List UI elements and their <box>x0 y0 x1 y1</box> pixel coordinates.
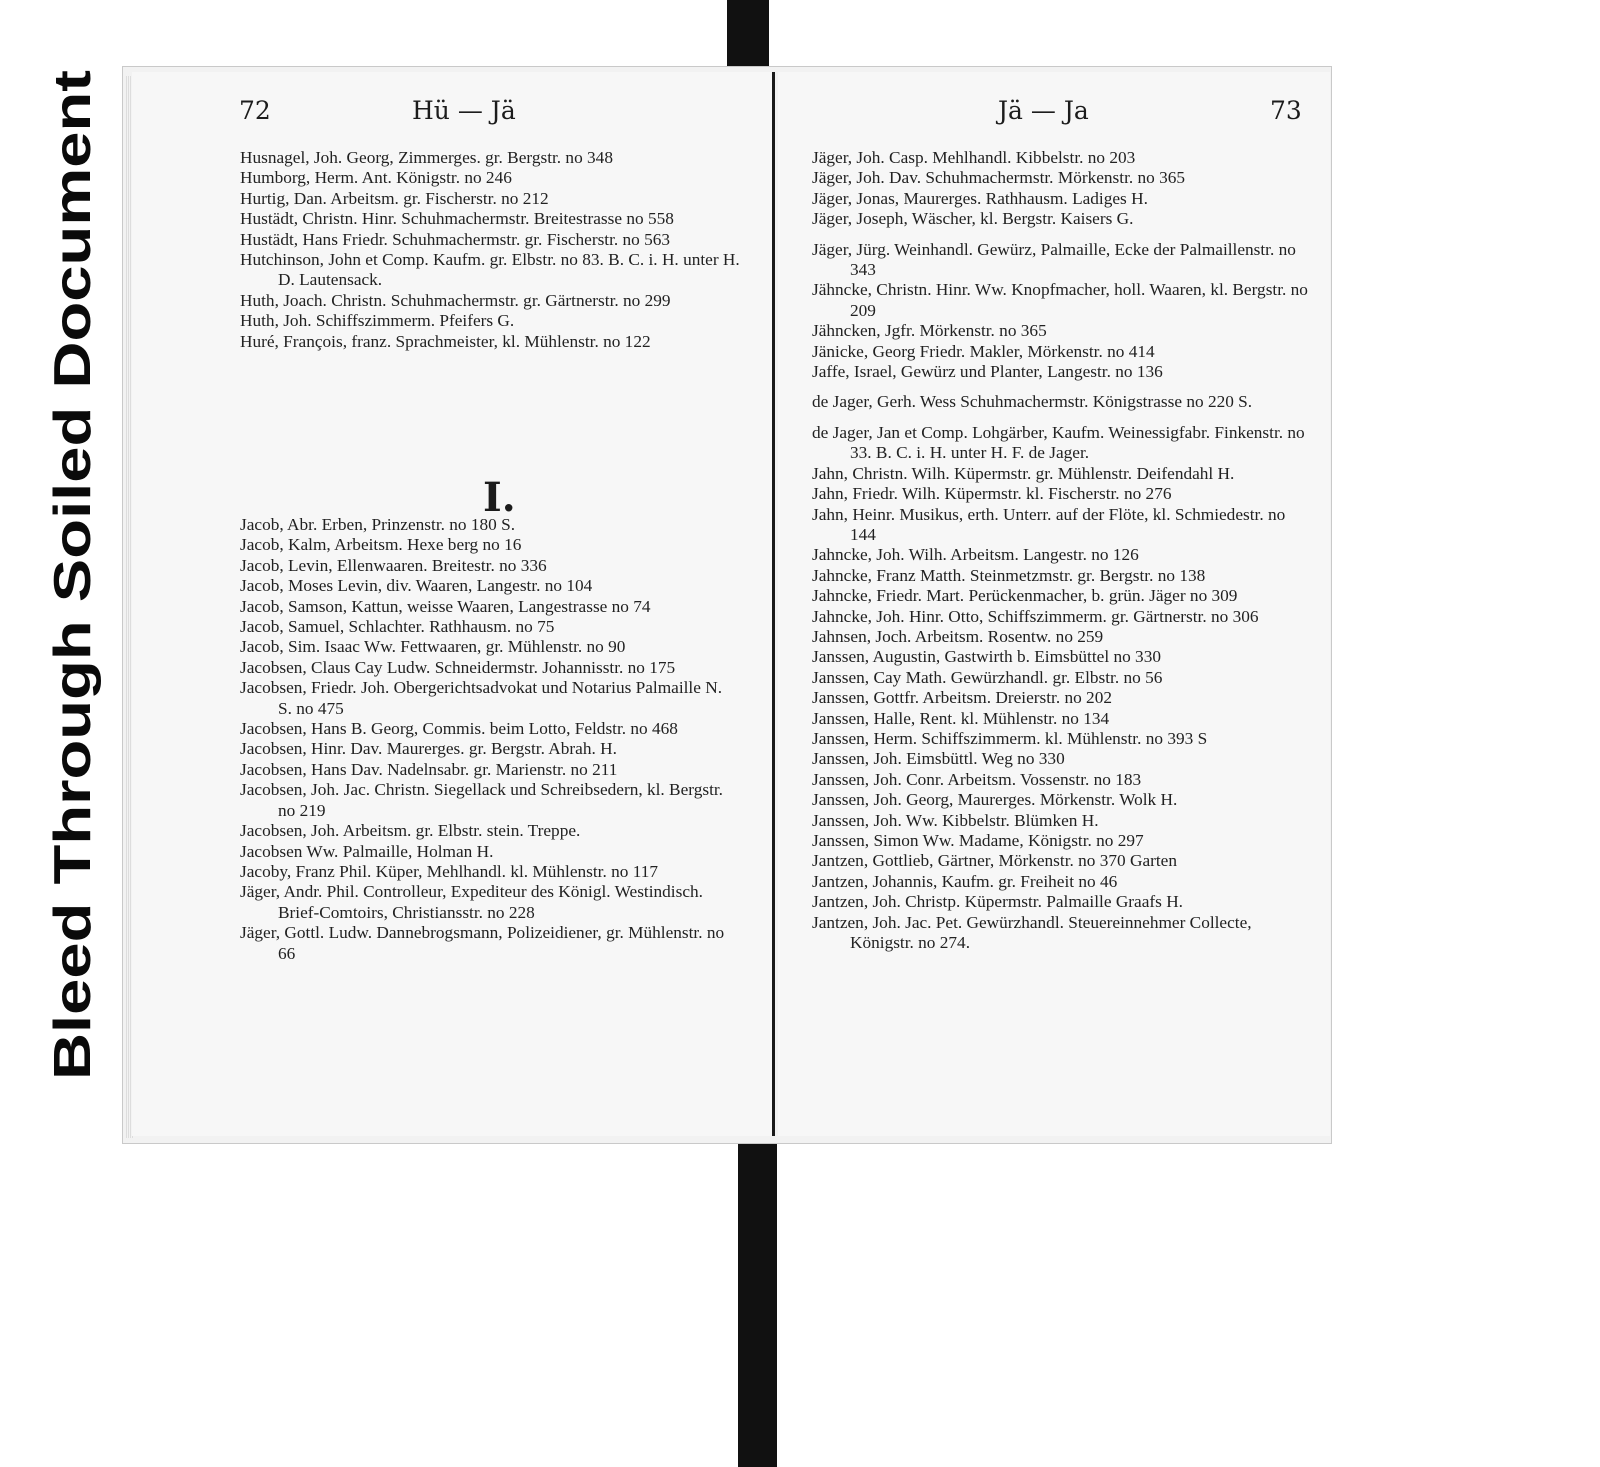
directory-entry: Jacob, Sim. Isaac Ww. Fettwaaren, gr. Mühlenstr. no 90 <box>240 637 626 657</box>
directory-entry: Jäger, Jonas, Maurerges. Rathhausm. Ladiges H. <box>812 188 1148 208</box>
directory-entry: de Jager, Gerh. Wess Schuhmachermstr. Königstrasse no 220 S. <box>812 392 1253 412</box>
directory-entry: Jacob, Abr. Erben, Prinzenstr. no 180 S. <box>240 515 516 534</box>
directory-entry: Jänicke, Georg Friedr. Makler, Mörkenstr. no 414 <box>812 341 1155 361</box>
directory-entry: Janssen, Halle, Rent. kl. Mühlenstr. no 134 <box>812 708 1110 728</box>
spine-shadow-top <box>727 0 769 68</box>
left-page-number: 72 <box>239 96 271 125</box>
directory-entry: Janssen, Simon Ww. Madame, Königstr. no 297 <box>812 831 1144 850</box>
directory-entry: Husnagel, Joh. Georg, Zimmerges. gr. Bergstr. no 348 <box>240 148 613 167</box>
directory-entry: Jantzen, Joh. Christp. Küpermstr. Palmaille Graafs H. <box>812 892 1183 912</box>
directory-entry: Jacobsen, Joh. Jac. Christn. Siegellack und Schreibsedern, kl. Bergstr. no 219 <box>240 780 723 820</box>
directory-entry: Jahncke, Franz Matth. Steinmetzmstr. gr. Bergstr. no 138 <box>812 565 1206 585</box>
right-page-number: 73 <box>1270 96 1302 125</box>
directory-entry: Jacob, Moses Levin, div. Waaren, Langestr. no 104 <box>240 576 593 596</box>
directory-entry: Janssen, Joh. Conr. Arbeitsm. Vossenstr. no 183 <box>812 769 1142 789</box>
directory-entry: Jahncke, Joh. Wilh. Arbeitsm. Langestr. no 126 <box>812 545 1139 565</box>
directory-entry: Jacobsen Ww. Palmaille, Holman H. <box>240 841 494 861</box>
directory-entry: Jacobsen, Hans Dav. Nadelnsabr. gr. Marienstr. no 211 <box>240 759 618 779</box>
directory-entry: Jähncke, Christn. Hinr. Ww. Knopfmacher, holl. Waaren, kl. Bergstr. no 209 <box>812 280 1308 320</box>
right-running-head: Jä — Ja <box>998 96 1089 125</box>
directory-entry: de Jager, Jan et Comp. Lohgärber, Kaufm. Weinessigfabr. Finkenstr. no 33. B. C. i. H. unter H. F. de Jager. <box>812 422 1305 463</box>
directory-entry: Hurtig, Dan. Arbeitsm. gr. Fischerstr. no 212 <box>240 188 549 208</box>
directory-entry: Jäger, Jürg. Weinhandl. Gewürz, Palmaille, Ecke der Palmaillenstr. no 343 <box>812 239 1296 280</box>
directory-entry: Jäger, Joseph, Wäscher, kl. Bergstr. Kaisers G. <box>812 209 1134 229</box>
directory-entry: Janssen, Joh. Eimsbüttl. Weg no 330 <box>812 749 1065 769</box>
directory-entry: Jahncke, Friedr. Mart. Perückenmacher, b. grün. Jäger no 309 <box>812 586 1238 606</box>
left-running-head: Hü — Jä <box>412 96 516 125</box>
directory-entry: Jahncke, Joh. Hinr. Otto, Schiffszimmerm. gr. Gärtnerstr. no 306 <box>812 606 1259 626</box>
directory-entry: Hustädt, Christn. Hinr. Schuhmachermstr. Breitestrasse no 558 <box>240 209 674 229</box>
spine-shadow-bottom <box>738 1138 777 1467</box>
directory-entry: Jantzen, Joh. Jac. Pet. Gewürzhandl. Steuereinnehmer Collecte, Königstr. no 274. <box>812 912 1252 953</box>
directory-entry: Jäger, Gottl. Ludw. Dannebrogsmann, Polizeidiener, gr. Mühlenstr. no 66 <box>240 923 725 963</box>
directory-entry: Janssen, Gottfr. Arbeitsm. Dreierstr. no 202 <box>812 688 1112 708</box>
directory-entry: Jacobsen, Hinr. Dav. Maurerges. gr. Bergstr. Abrah. H. <box>240 739 617 759</box>
directory-entry: Janssen, Herm. Schiffszimmerm. kl. Mühlenstr. no 393 S <box>812 728 1208 748</box>
directory-entry: Jahn, Christn. Wilh. Küpermstr. gr. Mühlenstr. Deifendahl H. <box>812 463 1235 483</box>
directory-entry: Jacoby, Franz Phil. Küper, Mehlhandl. kl. Mühlenstr. no 117 <box>240 861 659 881</box>
directory-entry: Jäger, Joh. Dav. Schuhmachermstr. Mörkenstr. no 365 <box>812 168 1186 188</box>
left-entries-before <box>240 148 740 352</box>
directory-entry: Jacobsen, Hans B. Georg, Commis. beim Lotto, Feldstr. no 468 <box>240 719 678 739</box>
right-entries <box>812 148 1312 953</box>
directory-entry: Jahn, Heinr. Musikus, erth. Unterr. auf der Flöte, kl. Schmiedestr. no 144 <box>812 504 1286 544</box>
directory-entry: Janssen, Joh. Ww. Kibbelstr. Blümken H. <box>812 810 1099 830</box>
directory-entry: Jacob, Levin, Ellenwaaren. Breitestr. no 336 <box>240 555 547 575</box>
directory-entry: Jacobsen, Claus Cay Ludw. Schneidermstr. Johannisstr. no 175 <box>240 657 676 677</box>
directory-entry: Jantzen, Gottlieb, Gärtner, Mörkenstr. no 370 Garten <box>812 851 1177 871</box>
stamp-label: Bleed Through Soiled Document <box>44 273 102 1080</box>
directory-entry: Jacobsen, Friedr. Joh. Obergerichtsadvokat und Notarius Palmaille N. S. no 475 <box>240 678 723 718</box>
directory-entry: Huth, Joach. Christn. Schuhmachermstr. gr. Gärtnerstr. no 299 <box>240 290 671 310</box>
directory-entry: Jahn, Friedr. Wilh. Küpermstr. kl. Fischerstr. no 276 <box>812 484 1172 504</box>
directory-entry: Jahnsen, Joch. Arbeitsm. Rosentw. no 259 <box>812 626 1104 646</box>
left-entries-after <box>240 515 740 964</box>
directory-entry: Jantzen, Johannis, Kaufm. gr. Freiheit no 46 <box>812 871 1118 891</box>
directory-entry: Humborg, Herm. Ant. Königstr. no 246 <box>240 168 512 188</box>
directory-entry: Jacobsen, Joh. Arbeitsm. gr. Elbstr. stein. Treppe. <box>240 821 581 841</box>
directory-entry: Jacob, Samson, Kattun, weisse Waaren, Langestrasse no 74 <box>240 596 651 616</box>
directory-entry: Jäger, Andr. Phil. Controlleur, Expediteur des Königl. Westindisch. Brief-Comtoirs, Christiansstr. no 228 <box>240 882 703 922</box>
directory-entry: Hutchinson, John et Comp. Kaufm. gr. Elbstr. no 83. B. C. i. H. unter H. D. Lautensack. <box>240 250 740 290</box>
directory-entry: Jaffe, Israel, Gewürz und Planter, Langestr. no 136 <box>812 362 1163 382</box>
directory-entry: Huré, François, franz. Sprachmeister, kl. Mühlenstr. no 122 <box>240 331 651 351</box>
section-letter: I. <box>483 474 516 521</box>
directory-entry: Jäger, Joh. Casp. Mehlhandl. Kibbelstr. no 203 <box>812 148 1136 167</box>
directory-entry: Hustädt, Hans Friedr. Schuhmachermstr. gr. Fischerstr. no 563 <box>240 229 671 249</box>
directory-entry: Janssen, Augustin, Gastwirth b. Eimsbüttel no 330 <box>812 647 1161 667</box>
bleed-through-stamp <box>40 60 106 1090</box>
directory-entry: Jacob, Kalm, Arbeitsm. Hexe berg no 16 <box>240 535 522 555</box>
directory-entry: Janssen, Cay Math. Gewürzhandl. gr. Elbstr. no 56 <box>812 667 1163 687</box>
directory-entry: Janssen, Joh. Georg, Maurerges. Mörkenstr. Wolk H. <box>812 790 1178 810</box>
directory-entry: Huth, Joh. Schiffszimmerm. Pfeifers G. <box>240 311 515 331</box>
directory-entry: Jacob, Samuel, Schlachter. Rathhausm. no 75 <box>240 617 555 637</box>
directory-entry: Jähncken, Jgfr. Mörkenstr. no 365 <box>812 321 1047 341</box>
